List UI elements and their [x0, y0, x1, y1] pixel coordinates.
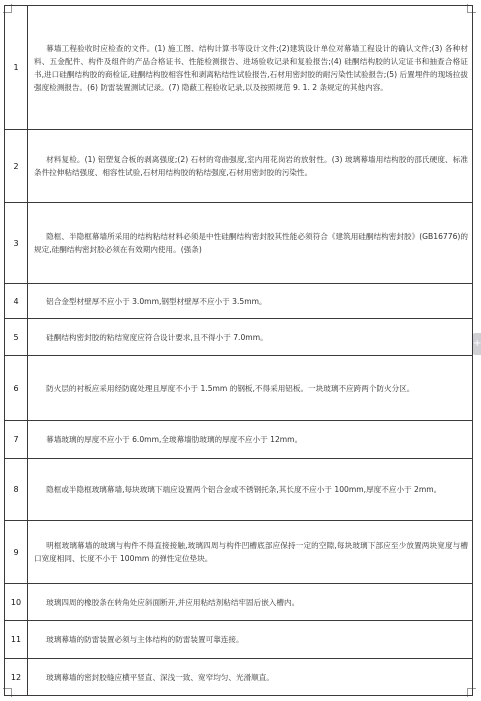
row-number: 2 [5, 130, 28, 203]
row-number: 12 [5, 659, 28, 696]
row-text: 隐框或半隐框玻璃幕墙,每块玻璃下端应设置两个铝合金或不锈钢托条,其长度不应小于 100mm,厚度不应小于 2mm。 [28, 459, 473, 521]
table-row [5, 6, 473, 130]
row-text: 玻璃幕墙的密封胶缝应横平竖直、深浅一致、宽窄均匀、光滑顺直。 [28, 659, 473, 696]
row-number: 10 [5, 584, 28, 621]
row-text: 材料复检。(1) 铝塑复合板的剥离强度;(2) 石材的弯曲强度,室内用花岗岩的放射性。(3) 玻璃幕墙用结构胶的邵氏硬度、标准条件拉伸粘结强度、相容性试验,石材用结构胶的粘结强度,石材用密封胶的污染性。 [28, 130, 473, 203]
row-number: 7 [5, 421, 28, 459]
plus-icon: + [473, 338, 481, 349]
table-row [5, 130, 473, 203]
table-row [5, 584, 473, 621]
row-text: 幕墙玻璃的厚度不应小于 6.0mm,全玻幕墙肋玻璃的厚度不应小于 12mm。 [28, 421, 473, 459]
table-row [5, 356, 473, 421]
row-number: 5 [5, 319, 28, 356]
table-row [5, 459, 473, 521]
row-number: 4 [5, 284, 28, 319]
row-number: 9 [5, 521, 28, 584]
table-row [5, 421, 473, 459]
row-number: 8 [5, 459, 28, 521]
row-number: 11 [5, 621, 28, 659]
row-number: 1 [5, 6, 28, 130]
row-text: 幕墙工程验收时应检查的文件。(1) 施工图、结构计算书等设计文件;(2)建筑设计单位对幕墙工程设计的确认文件;(3) 各种材料、五金配件、构件及组件的产品合格证书、性能检测报告、进场验收记录和复验报告;(4) 硅酮结构胶的认定证书和抽查合格证书,进口硅酮结构胶的商检证,硅酮结构胶相容性和剥离粘结性试验报告,石材用密封胶的耐污染性试验报告;(5) 后置埋件的现场拉拔强度检测报告。(6) 防雷装置测试记录。(7) 隐蔽工程验收记录,以及按照规范 9. 1. 2 条规定的其他内容。 [28, 6, 473, 130]
table-row [5, 621, 473, 659]
row-text: 隐框、半隐框幕墙所采用的结构粘结材料必须是中性硅酮结构密封胶其性能必须符合《建筑用硅酮结构密封胶》(GB16776)的规定,硅酮结构密封胶必须在有效期内使用。(强条) [28, 203, 473, 284]
row-number: 6 [5, 356, 28, 421]
table-row [5, 659, 473, 696]
row-text: 玻璃幕墙的防雷装置必须与主体结构的防雷装置可靠连接。 [28, 621, 473, 659]
table-row [5, 319, 473, 356]
table-row [5, 284, 473, 319]
row-text: 硅酮结构密封胶的粘结宽度应符合设计要求,且不得小于 7.0mm。 [28, 319, 473, 356]
row-text: 明框玻璃幕墙的玻璃与构件不得直接接触,玻璃四周与构件凹槽底部应保持一定的空隙,每块玻璃下部应至少放置两块宽度与槽口宽度相同、长度不小于 100mm 的弹性定位垫块。 [28, 521, 473, 584]
row-text: 铝合金型材壁厚不应小于 3.0mm,钢型材壁厚不应小于 3.5mm。 [28, 284, 473, 319]
row-text: 防火层的衬板应采用经防腐处理且厚度不小于 1.5mm 的钢板,不得采用铝板。一块玻璃不应跨两个防火分区。 [28, 356, 473, 421]
table-row [5, 521, 473, 584]
table-row [5, 203, 473, 284]
row-number: 3 [5, 203, 28, 284]
row-text: 玻璃四周的橡胶条在转角处应斜面断开,并应用粘结剂粘结牢固后嵌入槽内。 [28, 584, 473, 621]
inspection-items-table [4, 5, 473, 696]
side-expand-handle[interactable] [473, 333, 481, 355]
